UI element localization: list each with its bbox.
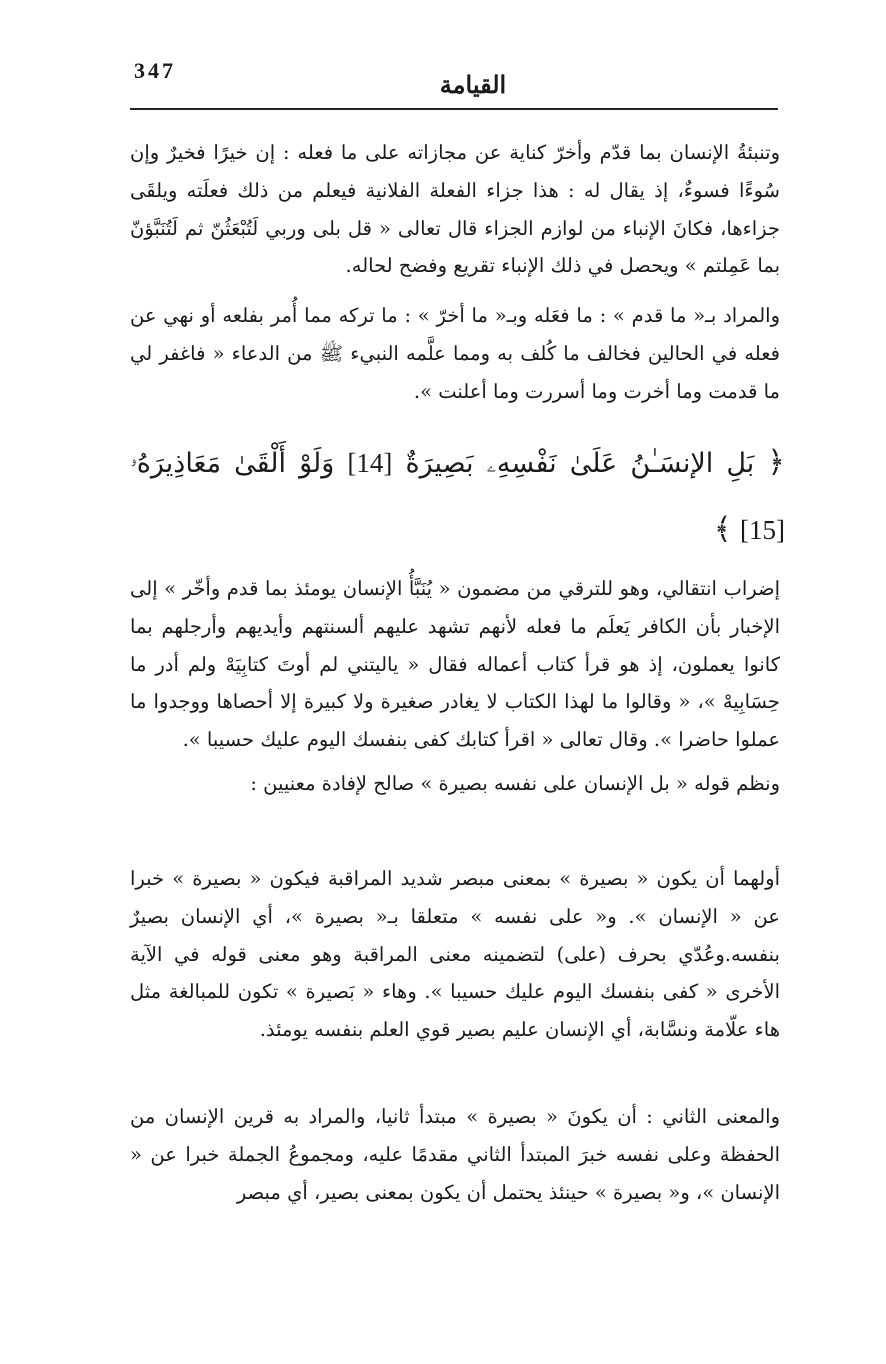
commentary-paragraph: وتنبئةُ الإنسان بما قدّم وأخرّ كناية عن مجازاته على ما فعله : إن خيرًا فخيرٌ وإن سُوءًا فسوءٌ، إذ يقال له : هذا جزاء الفعلة الفلانية فيعلم من ذلك فعلَته ويلقَى جزاءها، فكانَ الإنباء من لوازم الجزاء قال تعالى « قل بلى وربي لَتُبْعَثُنّ ثم لَتُنَبَّؤنّ بما عَمِلتم » ويحصل في ذلك الإنباء تقريع وفضح لحاله. (130, 141, 780, 278)
quran-verse (130, 430, 785, 564)
page-number: 347 (134, 58, 176, 83)
commentary-block-top (130, 134, 780, 411)
second-meaning-block (130, 1098, 780, 1211)
commentary-paragraph: إضراب انتقالي، وهو للترقي من مضمون « يُنَبَّأُ الإنسان يومئذ بما قدم وأخّر » إلى الإخبار بأن الكافر يَعلَم ما فعله لأنهم تشهد عليهم ألسنتهم وأيديهم وأرجلهم بما كانوا يعملون، إذ هو قرأ كتاب أعماله فقال « ياليتني لم أوتَ كتابِيَهْ ولم أدر ما حِسَابِيهْ »، « وقالوا ما لهذا الكتاب لا يغادر صغيرة ولا كبيرة إلا أحصاها ووجدوا ما عملوا حاضرا ». وقال تعالى « اقرأ كتابك كفى بنفسك اليوم عليك حسيبا ». (130, 577, 780, 752)
commentary-paragraph: ونظم قوله « بل الإنسان على نفسه بصيرة » صالح لإفادة معنيين : (250, 771, 780, 795)
commentary-paragraph: والمعنى الثاني : أن يكونَ « بصيرة » مبتدأ ثانيا، والمراد به قرين الإنسان من الحفظة وعلى نفسه خبرَ المبتدأ الثاني مقدمًا عليه، ومجموعُ الجملة خبرا عن « الإنسان »، و« بصيرة » حينئذ يحتمل أن يكون بمعنى بصير، أي مبصر (130, 1105, 780, 1204)
first-meaning-block (130, 860, 780, 1049)
verse-number-14: [14] (347, 448, 393, 478)
verse-text-14: بَلِ الإنسَـٰنُ عَلَىٰ نَفْسِهِۦ بَصِيرَةٌ (405, 448, 755, 479)
verse-text-15: وَلَوْ أَلْقَىٰ مَعَاذِيرَهُۥ (130, 448, 335, 479)
verse-open-ornament: ﴿ (767, 445, 785, 480)
running-title: القيامة (439, 70, 507, 99)
commentary-block-middle (130, 570, 780, 803)
commentary-paragraph: أولهما أن يكون « بصيرة » بمعنى مبصر شديد المراقبة فيكون « بصيرة » خبرا عن « الإنسان ». و« على نفسه » متعلقا بـ« بصيرة »، أي الإنسان بصيرٌ بنفسه.وعُدّي بحرف (على) لتضمينه معنى المراقبة وهو معنى قوله في الآية الأخرى « كفى بنفسك اليوم عليك حسيبا ». وهاء « بَصيرة » تكون للمبالغة مثل هاء علّامة ونسَّابة، أي الإنسان عليم بصير قوي العلم بنفسه يومئذ. (130, 867, 780, 1042)
header-rule (130, 108, 778, 110)
verse-number-15: [15] (740, 515, 785, 545)
verse-close-ornament: ﴾ (713, 512, 732, 547)
commentary-paragraph: والمراد بـ« ما قدم » : ما فعَله وبـ« ما أخرّ » : ما تركه مما أُمر بفلعه أو نهي عن فعله في الحالين فخالف ما كُلف به ومما علَّمه النبيء ﷺ من الدعاء « فاغفر لي ما قدمت وما أخرت وما أسررت وما أعلنت ». (130, 304, 780, 403)
